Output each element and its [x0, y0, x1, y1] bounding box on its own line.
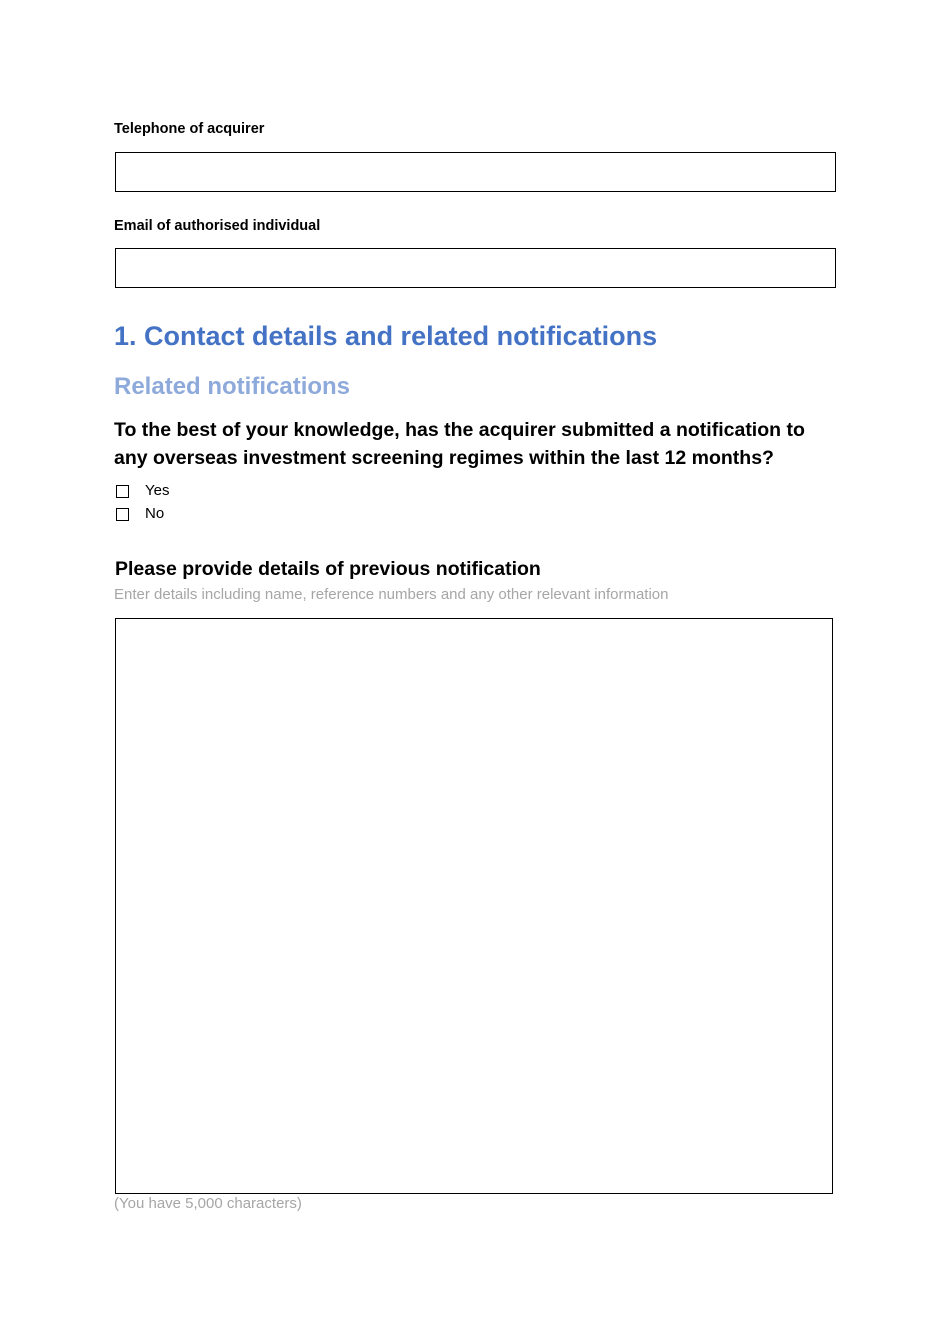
option-no[interactable]: [116, 503, 169, 525]
section-title: 1. Contact details and related notifications: [114, 321, 658, 351]
details-textarea[interactable]: [115, 618, 833, 1194]
details-heading: Please provide details of previous notification: [115, 558, 541, 580]
option-yes[interactable]: [116, 480, 169, 502]
section-subtitle: Related notifications: [114, 373, 351, 400]
telephone-input[interactable]: [115, 152, 836, 192]
no-checkbox[interactable]: [116, 508, 129, 521]
option-yes-label: Yes: [145, 482, 170, 499]
email-label: Email of authorised individual: [114, 218, 321, 234]
telephone-label: Telephone of acquirer: [114, 121, 265, 137]
notification-question: To the best of your knowledge, has the acquirer submitted a notification to any overseas investment screening regimes within the last 12 months?: [114, 419, 805, 469]
character-count-note: (You have 5,000 characters): [114, 1195, 302, 1212]
yes-checkbox[interactable]: [116, 485, 129, 498]
email-input[interactable]: [115, 248, 836, 288]
details-hint: Enter details including name, reference numbers and any other relevant information: [114, 586, 669, 603]
answer-options: [116, 480, 169, 525]
option-no-label: No: [145, 505, 165, 522]
